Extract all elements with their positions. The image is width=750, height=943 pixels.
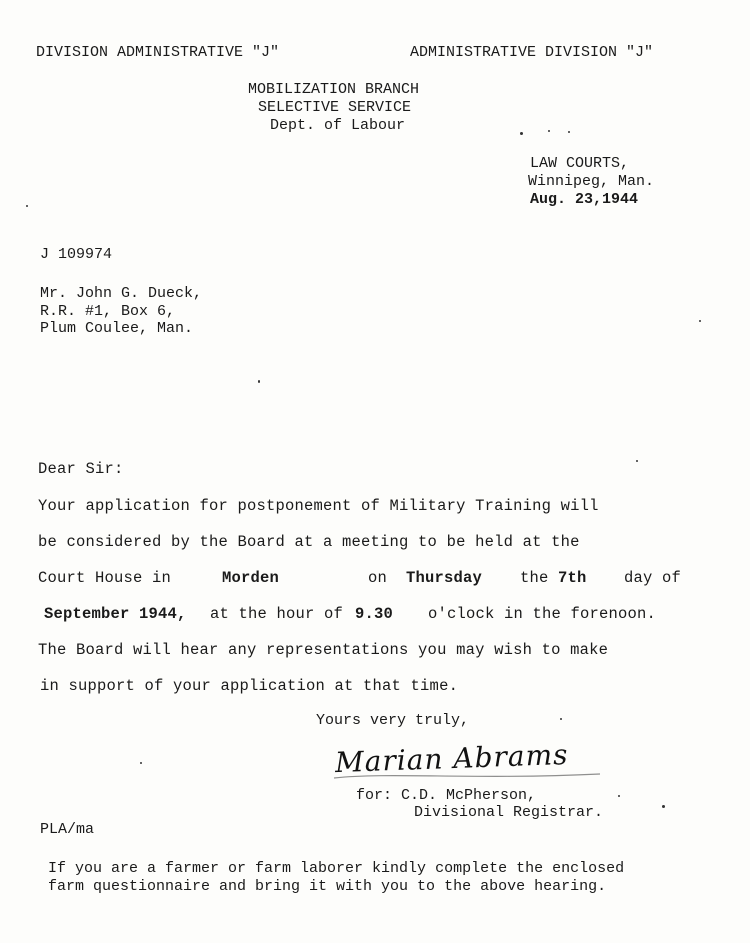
hearing-time: 9.30 [355,605,394,623]
paper-speck [618,795,620,797]
typist-initials: PLA/ma [40,821,95,838]
paper-speck [560,718,562,720]
hearing-month-year: September 1944, [44,605,187,623]
header-left: DIVISION ADMINISTRATIVE "J" [36,44,280,61]
valediction: Yours very truly, [316,712,470,729]
paper-speck [140,762,142,764]
footer-note-line-1: If you are a farmer or farm laborer kindly complete the enclosed [48,860,625,877]
reference-number: J 109974 [40,246,113,263]
branch-line-2: SELECTIVE SERVICE [258,99,412,116]
body-line-3-on: on [368,569,388,587]
body-line-3-the: the [520,569,549,587]
paper-speck [636,460,638,462]
hearing-place: Morden [222,569,280,587]
paper-speck [258,380,260,383]
signature-underline-flourish [332,770,602,782]
handwritten-signature: Marian Abrams [334,737,569,780]
signatory-title: Divisional Registrar. [414,804,604,821]
paper-speck [26,205,28,207]
body-line-4-end: o'clock in the forenoon. [428,605,657,623]
letter-date: Aug. 23,1944 [530,191,639,208]
paper-speck [520,132,523,135]
branch-line-1: MOBILIZATION BRANCH [248,81,420,98]
paper-speck [548,130,550,132]
hearing-day: 7th [558,569,587,587]
body-line-3-start: Court House in [38,569,172,587]
salutation: Dear Sir: [38,460,124,478]
recipient-address-2: Plum Coulee, Man. [40,320,194,337]
body-line-1: Your application for postponement of Military Training will [38,497,599,515]
location-line-1: LAW COURTS, [530,155,630,172]
header-right: ADMINISTRATIVE DIVISION "J" [410,44,654,61]
hearing-weekday: Thursday [406,569,483,587]
recipient-name: Mr. John G. Dueck, [40,285,203,302]
paper-speck [699,320,701,322]
body-line-6: in support of your application at that time. [40,677,459,695]
paper-speck [662,805,665,808]
branch-line-3: Dept. of Labour [270,117,406,134]
recipient-address-1: R.R. #1, Box 6, [40,303,176,320]
body-line-2: be considered by the Board at a meeting to be held at the [38,533,580,551]
body-line-4-start: at the hour of [210,605,344,623]
body-line-3-end: day of [624,569,682,587]
location-line-2: Winnipeg, Man. [528,173,655,190]
signatory-line: for: C.D. McPherson, [356,787,537,804]
body-line-5: The Board will hear any representations you may wish to make [38,641,609,659]
paper-speck [568,131,570,133]
footer-note-line-2: farm questionnaire and bring it with you to the above hearing. [48,878,607,895]
